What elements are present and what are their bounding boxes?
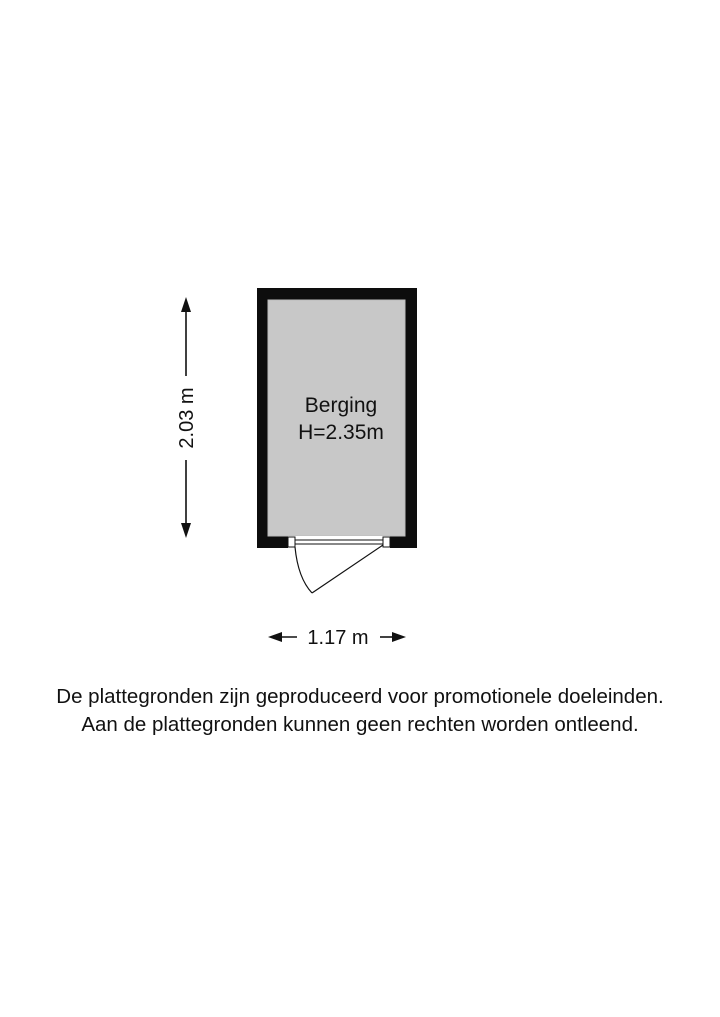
disclaimer-line-1: De plattegronden zijn geproduceerd voor promotionele doeleinden. <box>56 685 664 708</box>
room-name: Berging <box>304 394 378 417</box>
disclaimer-line-2: Aan de plattegronden kunnen geen rechten worden ontleend. <box>81 713 639 736</box>
door-opening <box>288 536 390 548</box>
arrow-down-icon <box>181 523 191 538</box>
horizontal-dimension <box>268 627 406 649</box>
room-floor <box>268 300 405 536</box>
horizontal-dimension-label: 1.17 m <box>307 627 369 649</box>
vertical-dimension-label: 2.03 m <box>176 387 198 449</box>
arrow-right-icon <box>392 632 406 642</box>
door-frame-left <box>288 537 295 547</box>
arrow-left-icon <box>268 632 282 642</box>
vertical-dimension <box>176 297 198 538</box>
arrow-up-icon <box>181 297 191 312</box>
door-frame-right <box>383 537 390 547</box>
door-swing-icon <box>295 545 383 593</box>
room-height: H=2.35m <box>298 421 384 444</box>
